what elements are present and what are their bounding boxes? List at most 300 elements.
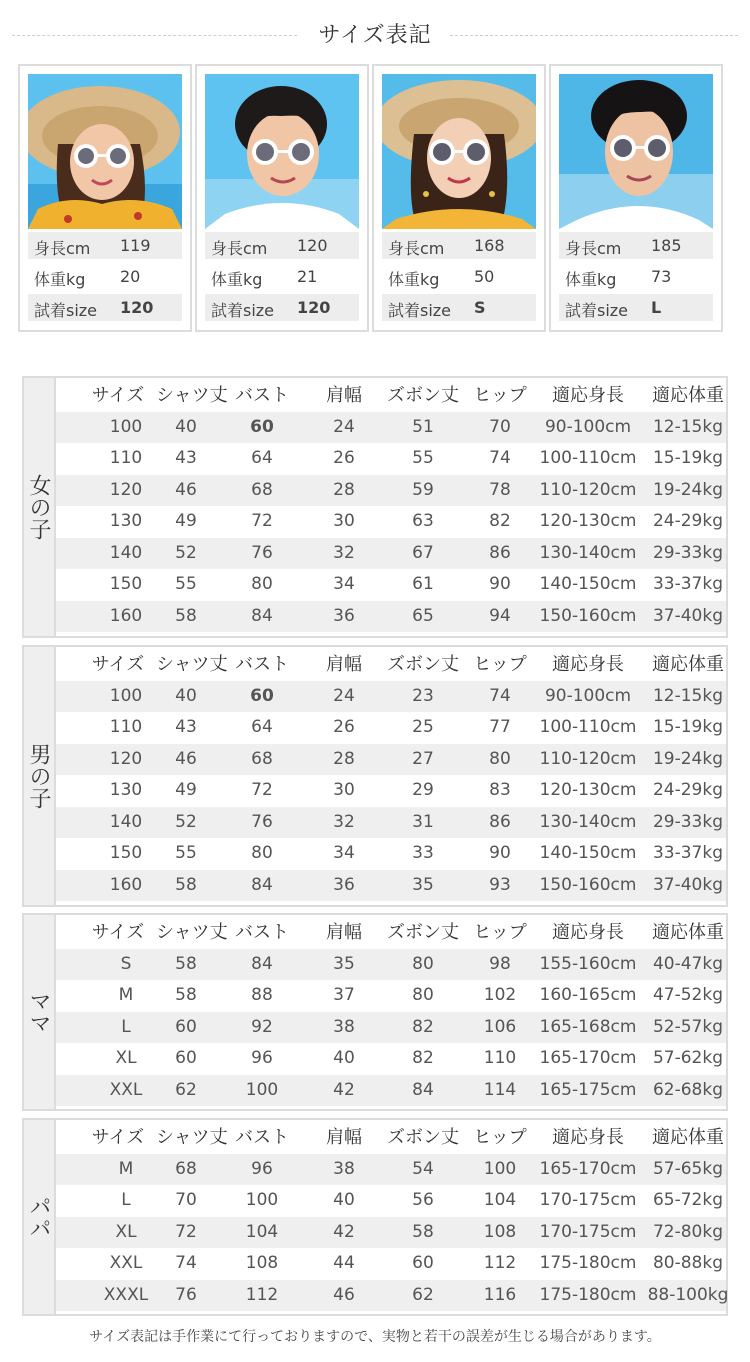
table-cell: 30 [333,780,355,800]
table-cell: 100-110cm [539,717,637,737]
table-cell: 29-33kg [652,811,724,832]
table-cell: 106 [483,1016,517,1037]
table-cell: 30 [333,511,355,531]
table-row [56,681,726,712]
table-cell: 28 [333,748,355,769]
table-cell: M [118,985,134,1005]
table-cell: 140 [109,811,143,832]
table-cell: 35 [333,953,355,974]
table-cell: 64 [251,717,273,737]
table-cell: 60 [250,416,274,437]
table-cell: 42 [333,1221,355,1242]
table-cell: 140 [109,542,143,563]
size-value: 120 [297,298,331,317]
column-header: ヒップ [473,654,527,675]
table-cell: 42 [333,1079,355,1100]
table-row [56,949,726,980]
model-size-row [382,294,536,321]
model-size-row [28,294,182,321]
table-cell: 96 [251,1048,273,1068]
table-cell: 56 [412,1190,434,1210]
table-row [56,1043,726,1074]
table-cell: 37 [333,985,355,1005]
table-cell: 165-168cm [539,1016,637,1037]
table-cell: XL [115,1048,137,1068]
man-model-photo [559,74,713,229]
column-header: バスト [235,385,289,406]
table-side-label [24,647,56,905]
category-label: ママ [26,990,51,1034]
table-cell: 58 [412,1221,434,1242]
model-card-girl [18,64,192,332]
table-row [56,870,726,901]
column-header: 肩幅 [326,654,362,675]
table-cell: 32 [333,542,355,563]
size-table-papa [22,1118,728,1316]
table-cell: 40 [175,416,197,437]
table-cell: 46 [175,748,197,769]
table-cell: S [120,953,132,974]
table-cell: 72 [251,780,273,800]
table-row [56,475,726,506]
table-cell: 94 [489,605,511,626]
weight-value: 20 [120,267,141,286]
table-cell: 47-52kg [652,985,724,1005]
column-header: 肩幅 [326,922,362,943]
model-height-row [382,232,536,259]
table-cell: 104 [483,1190,517,1210]
table-cell: 160-165cm [539,985,637,1005]
table-cell: 15-19kg [652,717,724,737]
table-cell: 60 [175,1048,197,1068]
table-cell: 90-100cm [544,416,632,437]
table-cell: 98 [489,953,511,974]
weight-label: 体重kg [565,270,617,289]
weight-value: 21 [297,267,318,286]
table-row [56,1185,726,1216]
table-cell: 36 [333,874,355,895]
table-cell: 40 [333,1190,355,1210]
table-cell: 84 [251,605,273,626]
table-cell: 24-29kg [652,511,724,531]
table-cell: 57-65kg [652,1158,724,1179]
title-bar [0,0,750,62]
column-header: ズボン丈 [387,1127,459,1148]
table-cell: 12-15kg [652,685,724,706]
table-cell: 65-72kg [652,1190,724,1210]
table-cell: 120 [109,479,143,500]
column-header: ズボン丈 [387,385,459,406]
table-cell: 28 [333,479,355,500]
table-cell: 130 [109,511,143,531]
table-cell: 130 [109,780,143,800]
weight-label: 体重kg [34,270,86,289]
table-cell: 84 [251,874,273,895]
page-title: サイズ表記 [318,23,432,48]
table-cell: 110 [109,448,143,468]
table-cell: 100 [109,685,143,706]
table-cell: 68 [251,748,273,769]
column-header: シャツ丈 [156,654,228,675]
table-cell: 26 [333,717,355,737]
table-cell: 54 [412,1158,434,1179]
table-cell: 26 [333,448,355,468]
weight-label: 体重kg [388,270,440,289]
table-cell: 74 [175,1253,197,1273]
table-cell: 170-175cm [539,1221,637,1242]
table-cell: 175-180cm [539,1284,637,1305]
column-header: シャツ丈 [156,1127,228,1148]
table-header-row [56,380,726,411]
table-cell: 38 [333,1158,355,1179]
height-value: 120 [297,236,328,255]
table-cell: 58 [175,874,197,895]
table-cell: 49 [175,780,197,800]
table-cell: 140-150cm [539,574,637,594]
table-cell: 31 [412,811,434,832]
table-cell: L [121,1016,131,1037]
table-cell: 59 [412,479,434,500]
table-cell: 140-150cm [539,843,637,863]
table-cell: 24 [333,685,355,706]
table-cell: 68 [251,479,273,500]
table-cell: 84 [251,953,273,974]
column-header: ヒップ [473,1127,527,1148]
model-height-row [559,232,713,259]
table-cell: XXXL [103,1284,149,1305]
table-cell: 33 [412,843,434,863]
table-cell: 12-15kg [652,416,724,437]
height-label: 身長cm [211,239,268,258]
height-value: 168 [474,236,505,255]
column-header: バスト [235,922,289,943]
table-cell: 76 [251,542,273,563]
table-cell: 55 [175,574,197,594]
size-table-girls [22,376,728,638]
model-weight-row [205,263,359,290]
column-header: 肩幅 [326,385,362,406]
height-label: 身長cm [34,239,91,258]
table-cell: XXL [109,1079,143,1100]
size-table-mama [22,913,728,1111]
table-cell: 23 [412,685,434,706]
table-row [56,569,726,600]
table-cell: 33-37kg [652,574,724,594]
table-cell: 82 [489,511,511,531]
table-cell: 52 [175,811,197,832]
table-cell: 80-88kg [652,1253,724,1273]
model-cards [18,64,732,330]
model-weight-row [28,263,182,290]
table-cell: 102 [483,985,517,1005]
table-cell: 76 [175,1284,197,1305]
table-cell: 83 [489,780,511,800]
table-row [56,1217,726,1248]
table-cell: 46 [333,1284,355,1305]
table-row [56,443,726,474]
column-header: サイズ [91,922,145,943]
table-cell: 80 [412,953,434,974]
table-cell: 34 [333,843,355,863]
boy-model-photo [205,74,359,229]
table-cell: 96 [251,1158,273,1179]
table-cell: 44 [333,1253,355,1273]
column-header: 適応身長 [552,385,624,406]
table-cell: 24 [333,416,355,437]
table-cell: 72-80kg [652,1221,724,1242]
size-label: 試着size [34,301,98,320]
table-cell: 110-120cm [539,748,637,769]
table-cell: 37-40kg [652,605,724,626]
table-cell: 110 [483,1048,517,1068]
table-cell: 40 [333,1048,355,1068]
table-cell: 100 [483,1158,517,1179]
category-label: 女の子 [26,474,51,540]
table-cell: 80 [412,985,434,1005]
table-cell: 62 [175,1079,197,1100]
table-cell: 24-29kg [652,780,724,800]
table-cell: 150-160cm [539,605,637,626]
table-cell: 19-24kg [652,479,724,500]
table-cell: 33-37kg [652,843,724,863]
table-side-label [24,915,56,1109]
height-label: 身長cm [388,239,445,258]
table-cell: 34 [333,574,355,594]
table-cell: 49 [175,511,197,531]
table-cell: 93 [489,874,511,895]
table-cell: 108 [483,1221,517,1242]
table-row [56,538,726,569]
table-side-label [24,378,56,636]
table-cell: 80 [251,843,273,863]
table-cell: 70 [175,1190,197,1210]
table-cell: 110-120cm [539,479,637,500]
table-cell: 70 [489,416,511,437]
table-cell: 130-140cm [539,542,637,563]
table-cell: 74 [489,685,511,706]
table-cell: 82 [412,1016,434,1037]
table-row [56,744,726,775]
table-cell: 100 [245,1190,279,1210]
table-row [56,980,726,1011]
table-cell: 62 [412,1284,434,1305]
table-cell: 165-170cm [539,1048,637,1068]
table-cell: 57-62kg [652,1048,724,1068]
table-cell: 86 [489,542,511,563]
table-cell: 165-170cm [539,1158,637,1179]
table-cell: 150-160cm [539,874,637,895]
table-cell: 25 [412,717,434,737]
size-label: 試着size [565,301,629,320]
table-cell: 43 [175,448,197,468]
column-header: 適応体重 [652,922,724,943]
table-header-row [56,649,726,680]
table-cell: 64 [251,448,273,468]
weight-value: 50 [474,267,495,286]
model-card-woman [372,64,546,332]
size-value: S [474,298,486,317]
column-header: 適応身長 [552,1127,624,1148]
girl-model-photo [28,74,182,229]
column-header: 適応身長 [552,654,624,675]
table-cell: 100-110cm [539,448,637,468]
table-cell: 38 [333,1016,355,1037]
table-cell: 55 [175,843,197,863]
table-row [56,807,726,838]
table-cell: 155-160cm [539,953,637,974]
model-weight-row [382,263,536,290]
table-cell: 58 [175,953,197,974]
table-cell: 72 [251,511,273,531]
column-header: ズボン丈 [387,654,459,675]
footer-note: サイズ表記は手作業にて行っておりますので、実物と若干の誤差が生じる場合があります。 [89,1329,661,1345]
column-header: 適応身長 [552,922,624,943]
table-cell: 88-100kg [647,1284,729,1305]
table-cell: 77 [489,717,511,737]
size-label: 試着size [211,301,275,320]
table-cell: 55 [412,448,434,468]
table-cell: 46 [175,479,197,500]
table-cell: 108 [245,1253,279,1273]
size-label: 試着size [388,301,452,320]
table-cell: 82 [412,1048,434,1068]
table-cell: 104 [245,1221,279,1242]
size-table-boys [22,645,728,907]
table-cell: 100 [109,416,143,437]
table-cell: 120-130cm [539,780,637,800]
table-cell: 100 [245,1079,279,1100]
column-header: シャツ丈 [156,385,228,406]
table-row [56,1248,726,1279]
model-size-row [559,294,713,321]
table-cell: 120-130cm [539,511,637,531]
table-row [56,506,726,537]
table-row [56,601,726,632]
weight-value: 73 [651,267,672,286]
column-header: シャツ丈 [156,922,228,943]
table-header-row [56,1122,726,1153]
model-card-boy [195,64,369,332]
table-cell: 114 [483,1079,517,1100]
table-cell: XXL [109,1253,143,1273]
table-row [56,775,726,806]
table-cell: 160 [109,874,143,895]
table-cell: 130-140cm [539,811,637,832]
column-header: サイズ [91,654,145,675]
table-cell: 165-175cm [539,1079,637,1100]
table-cell: 72 [175,1221,197,1242]
column-header: 適応体重 [652,654,724,675]
table-cell: 40 [175,685,197,706]
table-cell: 112 [483,1253,517,1273]
table-cell: 112 [245,1284,279,1305]
table-cell: L [121,1190,131,1210]
table-cell: 110 [109,717,143,737]
table-cell: 60 [175,1016,197,1037]
table-row [56,838,726,869]
table-cell: 67 [412,542,434,563]
weight-label: 体重kg [211,270,263,289]
table-row [56,1154,726,1185]
table-row [56,1075,726,1106]
table-cell: 90 [489,574,511,594]
table-cell: 76 [251,811,273,832]
table-cell: 62-68kg [652,1079,724,1100]
table-cell: 52-57kg [652,1016,724,1037]
table-row [56,1280,729,1311]
table-cell: 19-24kg [652,748,724,769]
table-cell: 150 [109,843,143,863]
model-height-row [205,232,359,259]
table-cell: 29-33kg [652,542,724,563]
table-cell: XL [115,1221,137,1242]
table-cell: 90 [489,843,511,863]
column-header: ズボン丈 [387,922,459,943]
column-header: ヒップ [473,385,527,406]
table-header-row [56,917,726,948]
table-cell: 78 [489,479,511,500]
category-label: パパ [26,1195,51,1239]
table-cell: 43 [175,717,197,737]
size-value: 120 [120,298,154,317]
table-cell: 88 [251,985,273,1005]
table-cell: 80 [251,574,273,594]
table-cell: 68 [175,1158,197,1179]
height-label: 身長cm [565,239,622,258]
table-cell: 150 [109,574,143,594]
table-cell: 51 [412,416,434,437]
table-cell: 65 [412,605,434,626]
table-cell: 36 [333,605,355,626]
table-row [56,412,726,443]
size-value: L [651,298,662,317]
table-cell: 37-40kg [652,874,724,895]
table-cell: 61 [412,574,434,594]
table-cell: 80 [489,748,511,769]
table-cell: 58 [175,605,197,626]
model-height-row [28,232,182,259]
table-cell: 32 [333,811,355,832]
column-header: バスト [235,1127,289,1148]
model-size-row [205,294,359,321]
table-cell: 116 [483,1284,517,1305]
table-cell: 63 [412,511,434,531]
table-cell: 170-175cm [539,1190,637,1210]
table-row [56,712,726,743]
table-row [56,1012,726,1043]
table-cell: 120 [109,748,143,769]
table-cell: 15-19kg [652,448,724,468]
table-cell: 74 [489,448,511,468]
table-cell: 92 [251,1016,273,1037]
table-cell: 60 [250,685,274,706]
table-cell: 35 [412,874,434,895]
model-card-man [549,64,723,332]
column-header: サイズ [91,1127,145,1148]
table-cell: 60 [412,1253,434,1273]
column-header: 肩幅 [326,1127,362,1148]
column-header: 適応体重 [652,1127,724,1148]
table-cell: 52 [175,542,197,563]
table-cell: 90-100cm [544,685,632,706]
table-cell: M [118,1158,134,1179]
height-value: 185 [651,236,682,255]
table-cell: 86 [489,811,511,832]
column-header: ヒップ [473,922,527,943]
height-value: 119 [120,236,151,255]
column-header: サイズ [91,385,145,406]
table-cell: 175-180cm [539,1253,637,1273]
